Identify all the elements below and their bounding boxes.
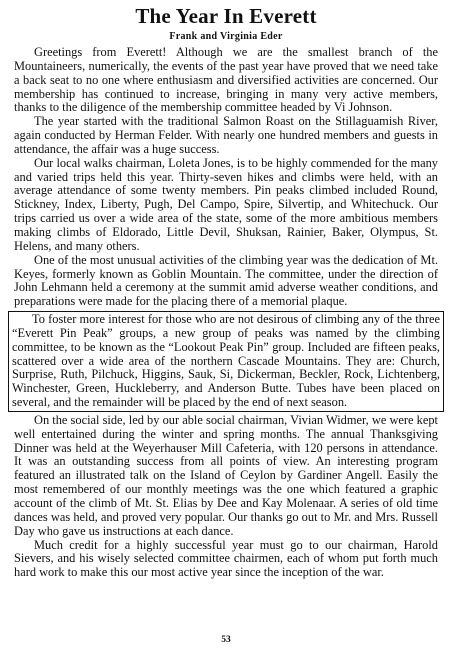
page-number: 53 xyxy=(221,635,231,645)
paragraph-credit: Much credit for a highly successful year must go to our chairman, Harold Sievers, and his wisely selected committee chairmen, each of whom put forth much hard work to make this our most active year since the inception of the war. xyxy=(14,537,438,580)
paragraph-social: On the social side, led by our able social chairman, Vivian Widmer, we were kept well entertained during the winter and spring months. The annual Thanksgiving Dinner was held at the Weyerhauser Mill Cafeteria, with 120 persons in attendance. It was an outstanding success from all points of view. An interesting program featured an illustrated talk on the Island of Ceylon by Gardiner Angell. Easily the most remembered of our monthly meetings was the one which featured a graphic account of the climb of Mt. St. Elias by Dee and Kay Molenaar. A series of old time dances was held, and proved very popular. Our thanks go out to Mr. and Mrs. Russell Day who gave us instructions at each dance. xyxy=(14,412,438,538)
article-title: The Year In Everett xyxy=(135,4,317,28)
paragraph-local-walks: Our local walks chairman, Loleta Jones, is to be highly commended for the many and varied trips held this year. Thirty-seven hikes and climbs were held, with an average attendance of some twenty members. Pin peaks climbed included Round, Stickney, Index, Liberty, Pugh, Del Campo, Spire, Silvertip, and Whitechuck. Our trips carried us over a wide area of the state, some of the more ambitious members making climbs of Eldorado, Little Devil, Shuksan, Rainier, Baker, Olympus, St. Helens, and many others. xyxy=(14,155,438,253)
paragraph-mt-keyes: One of the most unusual activities of the climbing year was the dedication of Mt. Keyes, formerly known as Goblin Mountain. The committee, under the direction of John Lehmann held a ceremony at the summit amid adverse weather conditions, and preparations were made for the placing there of a memorial plaque. xyxy=(14,252,438,309)
highlight-box xyxy=(8,311,444,412)
article-body xyxy=(14,46,438,580)
paragraph-lookout-peak-pin: To foster more interest for those who are not desirous of climbing any of the three “Everett Pin Peak” groups, a new group of peaks was named by the climbing committee, to be known as the “Lookout Peak Pin” group. Included are fifteen peaks, scattered over a wide area of the northern Cascade Mountains. They are: Church, Surprise, Ruth, Pilchuck, Higgins, Sauk, Si, Dickerman, Beckler, Rock, Lichtenberg, Winchester, Green, Huckleberry, and Anderson Butte. Tubes have been placed on several, and the remainder will be placed by the end of next season. xyxy=(12,312,440,410)
paragraph-greetings: Greetings from Everett! Although we are the smallest branch of the Mountaineers, numerically, the events of the past year have proved that we need take a back seat to no one where enthusiasm and diversified activities are concerned. Our membership has continued to increase, bringing in many very active members, thanks to the diligence of the membership committee headed by Vi Johnson. xyxy=(14,45,438,115)
paragraph-salmon-roast: The year started with the traditional Salmon Roast on the Stillaguamish River, again conducted by Herman Felder. With nearly one hundred members and guests in attendance, the affair was a huge success. xyxy=(14,114,438,156)
article-authors: Frank and Virginia Eder xyxy=(169,31,283,42)
